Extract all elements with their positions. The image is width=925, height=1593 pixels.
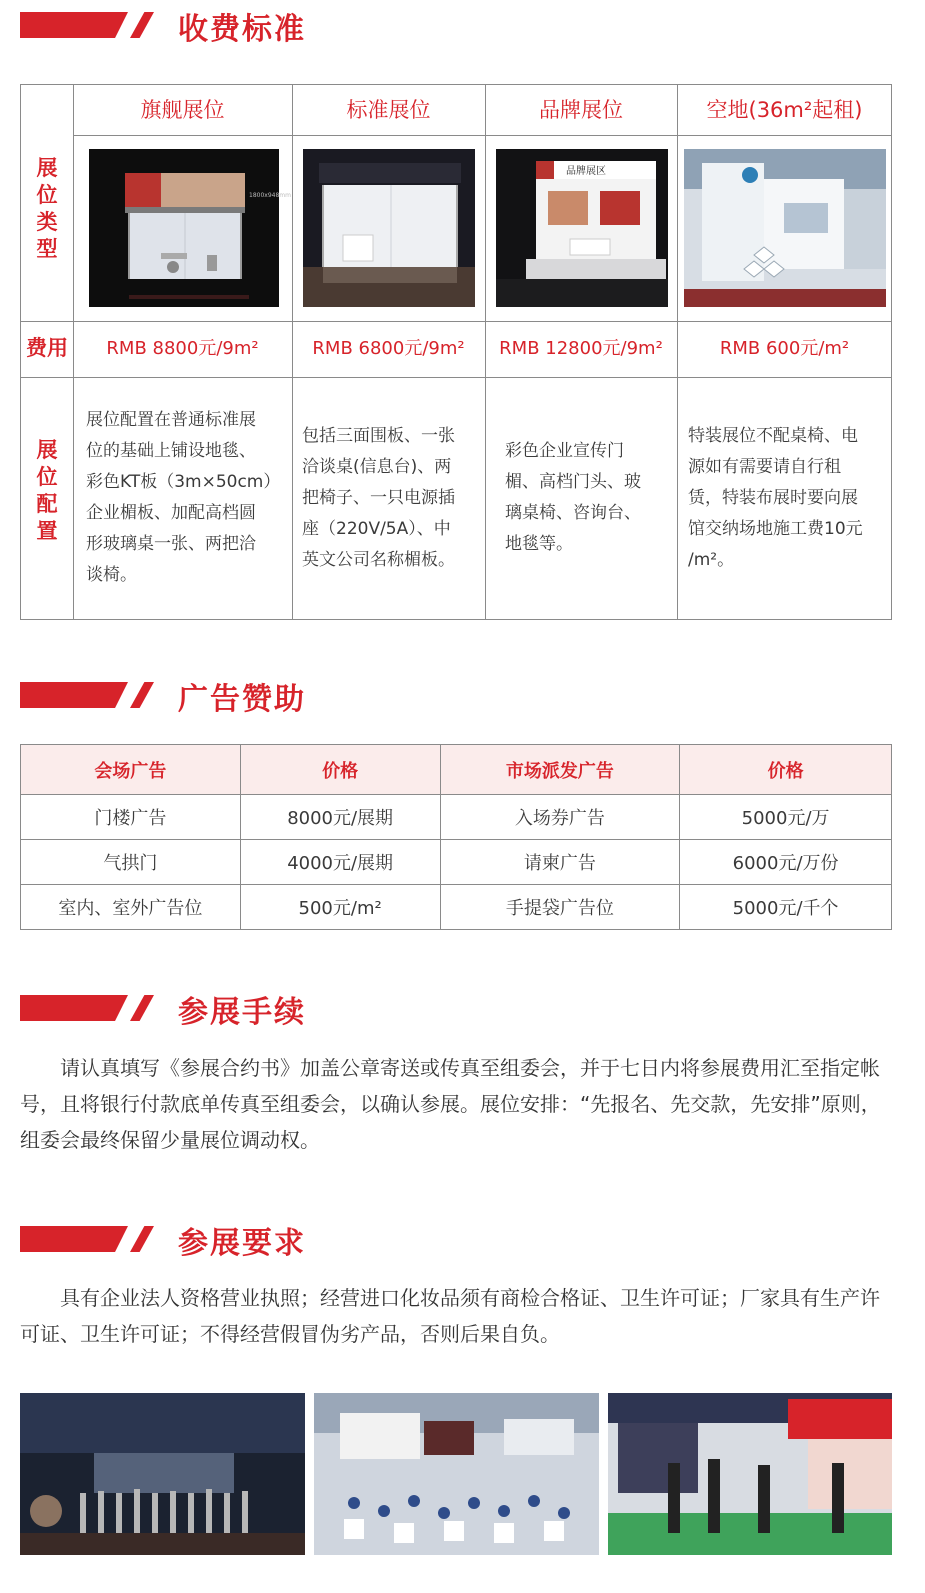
table-cell: 5000元/万 [680, 795, 892, 840]
header-slash [130, 995, 154, 1021]
table-cell: 气拱门 [21, 840, 241, 885]
table-cell: 手提袋广告位 [440, 885, 680, 930]
row-label-config: 展位配置 [36, 438, 58, 543]
table-cell: 室内、室外广告位 [21, 885, 241, 930]
config-flagship: 展位配置在普通标准展 位的基础上铺设地毯、 彩色KT板（3m×50cm） 企业楣板、加配高档圆 形玻璃桌一张、两把洽 谈椅。 [86, 410, 281, 585]
config-standard: 包括三面围板、一张 洽谈桌(信息台)、两 把椅子、一只电源插 座（220V/5A）、中 英文公司名称楣板。 [302, 425, 455, 570]
row-label-type: 展位类型 [36, 156, 58, 261]
brand-booth-image [496, 149, 668, 307]
section-header-requirements [20, 1216, 420, 1266]
table-cell: 门楼广告 [21, 795, 241, 840]
open-space-booth-image [684, 149, 886, 307]
header-slash [130, 682, 154, 708]
table-cell: 请柬广告 [440, 840, 680, 885]
divider [73, 135, 891, 136]
price-brand: RMB 12800元/9m² [499, 338, 663, 359]
table-row [21, 840, 892, 885]
header-slash [130, 1226, 154, 1252]
stage-event-photo [20, 1393, 305, 1555]
config-brand: 彩色企业宣传门 楣、高档门头、玻 璃桌椅、咨询台、 地毯等。 [505, 441, 641, 554]
procedure-paragraph: 请认真填写《参展合约书》加盖公章寄送或传真至组委会，并于七日内将参展费用汇至指定帐号，且将银行付款底单传真至组委会，以确认参展。展位安排：“先报名、先交款，先安排”原则，组委会最终保留少量展位调动权。 [20, 1056, 881, 1152]
crowd-hall-photo [314, 1393, 599, 1555]
header-decoration [20, 1226, 128, 1252]
table-cell: 500元/m² [240, 885, 440, 930]
header-price: 价格 [680, 745, 892, 795]
section-title: 参展手续 [178, 995, 306, 1030]
price-flagship: RMB 8800元/9m² [106, 338, 259, 359]
header-slash [130, 12, 154, 38]
section-header-procedure [20, 985, 420, 1035]
table-cell: 6000元/万份 [680, 840, 892, 885]
table-cell: 8000元/展期 [240, 795, 440, 840]
section-header-fees [20, 2, 420, 52]
table-row [21, 885, 892, 930]
booth-fee-table [20, 84, 892, 620]
header-decoration [20, 995, 128, 1021]
column-header-brand: 品牌展位 [539, 98, 623, 122]
ad-sponsorship-table [20, 744, 892, 930]
column-header-standard: 标准展位 [346, 98, 431, 122]
column-header-open-space: 空地(36m²起租) [706, 98, 863, 122]
expo-aisle-photo [608, 1393, 892, 1555]
column-header-flagship: 旗舰展位 [140, 98, 225, 122]
section-header-ads [20, 672, 420, 722]
header-decoration [20, 682, 128, 708]
flagship-booth-image [89, 149, 291, 307]
config-open-space: 特装展位不配桌椅、电 源如有需要请自行租 赁，特装布展时要向展 馆交纳场地施工费10元 /m²。 [688, 425, 863, 570]
price-open-space: RMB 600元/m² [719, 338, 850, 359]
table-row [21, 795, 892, 840]
section-title: 收费标准 [178, 12, 306, 47]
booth-sign: 品牌展区 [566, 166, 606, 177]
table-header-row [21, 745, 892, 795]
requirements-paragraph: 具有企业法人资格营业执照；经营进口化妆品须有商检合格证、卫生许可证；厂家具有生产许可证、卫生许可证；不得经营假冒伪劣产品，否则后果自负。 [20, 1286, 880, 1346]
standard-booth-image [303, 149, 475, 307]
section-title: 参展要求 [178, 1226, 306, 1261]
dimension-note: 1800x948mm [249, 192, 291, 199]
header-venue-ads: 会场广告 [21, 745, 241, 795]
header-market-ads: 市场派发广告 [440, 745, 680, 795]
header-price: 价格 [240, 745, 440, 795]
row-label-fee: 费用 [26, 336, 68, 360]
table-cell: 入场券广告 [440, 795, 680, 840]
price-standard: RMB 6800元/9m² [312, 338, 465, 359]
header-decoration [20, 12, 128, 38]
table-cell: 5000元/千个 [680, 885, 892, 930]
table-cell: 4000元/展期 [240, 840, 440, 885]
section-title: 广告赞助 [178, 682, 306, 717]
